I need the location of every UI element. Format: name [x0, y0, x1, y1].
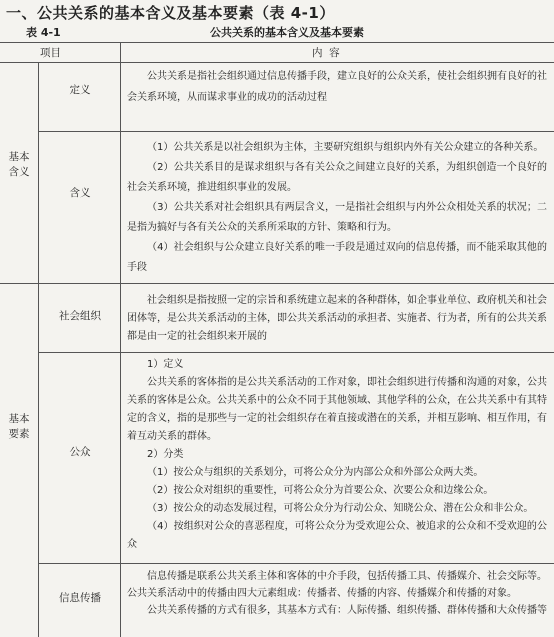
content-table [0, 42, 554, 637]
cell-public [127, 356, 547, 554]
paragraph: （1）公共关系是以社会组织为主体，主要研究组织与组织内外有关公众建立的各种关系。 [147, 142, 544, 153]
header-item: 项目 [40, 47, 61, 59]
paragraph: （3）公共关系对社会组织具有两层含义，一是指社会组织与内外公众相处关系的状况；二是指为搞好与各有关公众的关系所采取的方针、策略和行为。 [127, 202, 547, 233]
group-basic-meaning: 基本含义 [8, 151, 30, 178]
cell-communication [127, 568, 547, 619]
cell-definition [127, 66, 547, 108]
header-content: 内 容 [312, 47, 340, 59]
row-rule [38, 563, 554, 564]
cell-meaning [127, 138, 547, 278]
paragraph: 1）定义 [147, 359, 184, 370]
paragraph: 2）分类 [147, 449, 184, 460]
paragraph: （2）公共关系目的是谋求组织与各有关公众之间建立良好的关系，为组织创造一个良好的社会关系环境，推进组织事业的发展。 [127, 162, 547, 193]
table-top-rule [0, 42, 554, 43]
row-label-definition: 定义 [69, 84, 91, 96]
paragraph: 公共关系传播的方式有很多，其基本方式有：人际传播、组织传播、群体传播和大众传播等 [147, 605, 547, 616]
row-label-meaning: 含义 [69, 187, 91, 199]
paragraph: （4）社会组织与公众建立良好关系的唯一手段是通过双向的信息传播，而不能采取其他的手段 [127, 242, 547, 273]
row-label-communication: 信息传播 [59, 592, 101, 604]
table-number: 表 4-1 [26, 26, 61, 39]
row-label-organization: 社会组织 [59, 310, 101, 322]
paragraph: （1）按公众与组织的关系划分，可将公众分为内部公众和外部公众两大类。 [147, 467, 484, 478]
paragraph: 公共关系是指社会组织通过信息传播手段，建立良好的公众关系，使社会组织拥有良好的社会关系环境，从而谋求事业的成功的活动过程 [127, 71, 547, 103]
table-title: 公共关系的基本含义及基本要素 [210, 26, 364, 39]
group-column-rule [38, 62, 39, 637]
paragraph: （3）按公众的动态发展过程，可将公众分为行动公众、知晓公众、潜在公众和非公众。 [147, 503, 534, 514]
row-label-public: 公众 [69, 446, 91, 458]
group-rule [0, 283, 554, 284]
group-basic-elements: 基本要素 [8, 413, 30, 440]
paragraph: 信息传播是联系公共关系主体和客体的中介手段，包括传播工具、传播媒介、社会交际等。公共关系活动中的传播由四大元素组成：传播者、传播的内容、传播媒介和传播的对象。 [127, 571, 547, 599]
paragraph: 社会组织是指按照一定的宗旨和系统建立起来的各种群体，如企事业单位、政府机关和社会团体等，是公共关系活动的主体，即公共关系活动的承担者、实施者、行为者，所有的公共关系都是由一定的社会组织来开展的 [127, 295, 547, 342]
paragraph: （4）按组织对公众的喜恶程度，可将公众分为受欢迎公众、被追求的公众和不受欢迎的公众 [127, 521, 547, 550]
header-rule [0, 62, 554, 63]
row-rule [38, 131, 554, 132]
row-rule [38, 352, 554, 353]
cell-organization [127, 292, 547, 346]
paragraph: 公共关系的客体指的是公共关系活动的工作对象，即社会组织进行传播和沟通的对象，公共关系的客体是公众。公共关系中的公众不同于其他领域、其他学科的公众，在公共关系中有其特定的含义，指的是那些与一定的社会组织存在着直接或潜在的关系，并相互影响、相互作用，有着互动关系的群体。 [127, 377, 547, 442]
item-column-rule [120, 42, 121, 637]
section-heading: 一、公共关系的基本含义及基本要素（表 4-1） [6, 4, 335, 22]
paragraph: （2）按公众对组织的重要性，可将公众分为首要公众、次要公众和边缘公众。 [147, 485, 494, 496]
